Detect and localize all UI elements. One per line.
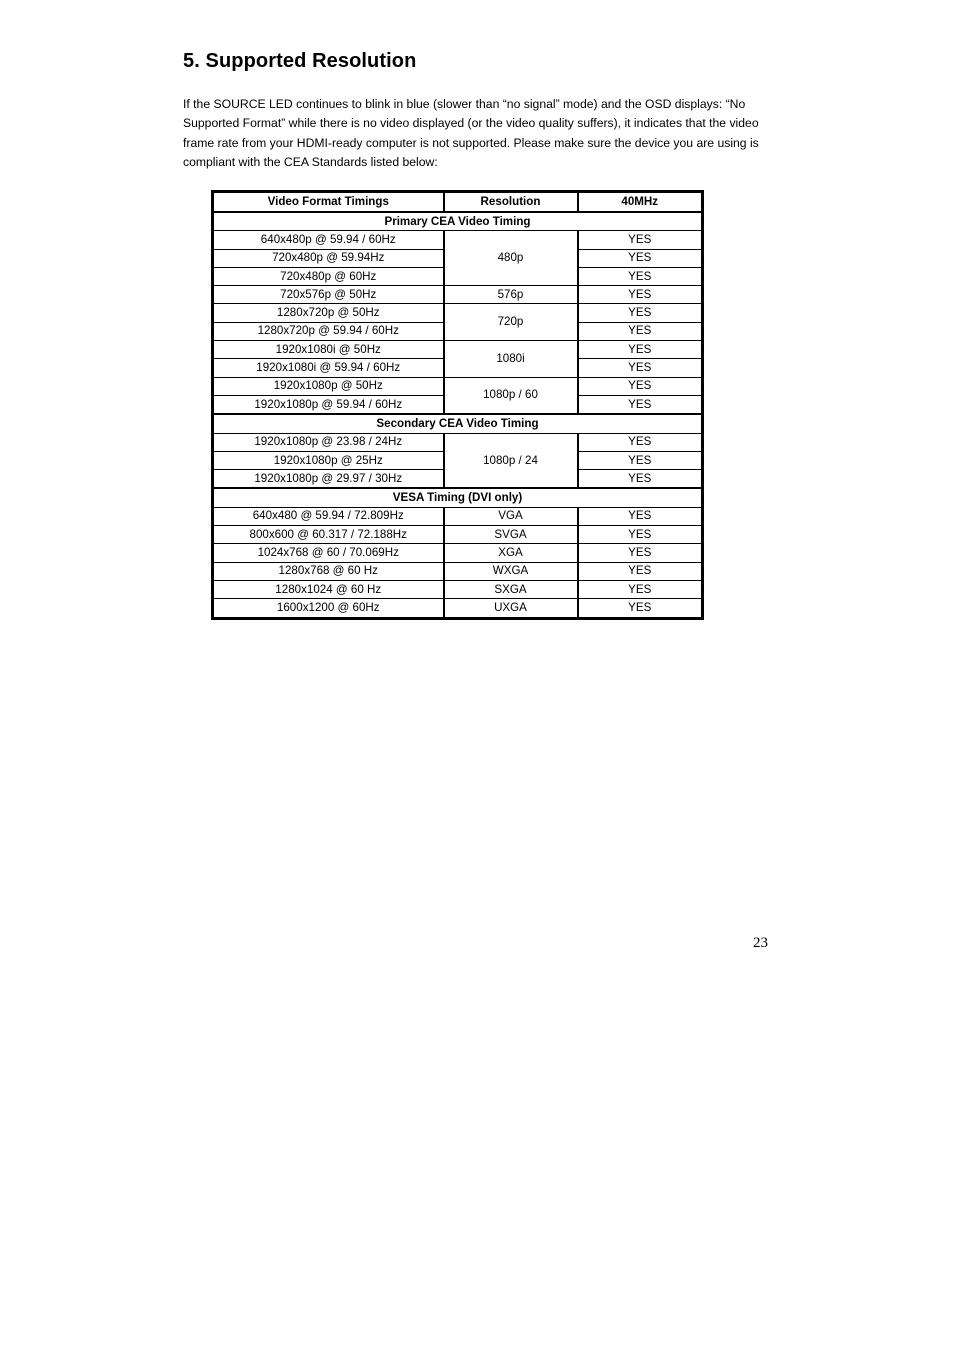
timing-cell: 720x480p @ 59.94Hz: [214, 249, 444, 267]
timing-cell: 640x480 @ 59.94 / 72.809Hz: [214, 507, 444, 525]
support-cell: YES: [578, 322, 702, 340]
timing-cell: 1280x768 @ 60 Hz: [214, 562, 444, 580]
support-cell: YES: [578, 599, 702, 617]
table-row: [214, 562, 702, 580]
support-cell: YES: [578, 304, 702, 322]
resolution-cell: UXGA: [444, 599, 578, 617]
support-cell: YES: [578, 451, 702, 469]
resolution-cell: SVGA: [444, 526, 578, 544]
table-row: [214, 286, 702, 304]
timing-cell: 1600x1200 @ 60Hz: [214, 599, 444, 617]
support-cell: YES: [578, 507, 702, 525]
resolution-cell: 480p: [444, 231, 578, 286]
timing-cell: 720x576p @ 50Hz: [214, 286, 444, 304]
table-row: [214, 341, 702, 359]
table-row: [214, 433, 702, 451]
timing-cell: 1920x1080p @ 23.98 / 24Hz: [214, 433, 444, 451]
support-cell: YES: [578, 286, 702, 304]
header-video-format-timings: Video Format Timings: [214, 193, 444, 213]
support-cell: YES: [578, 359, 702, 377]
resolution-cell: XGA: [444, 544, 578, 562]
table-row: [214, 580, 702, 598]
section-row: [214, 212, 702, 231]
intro-paragraph: If the SOURCE LED continues to blink in blue (slower than “no signal” mode) and the OSD displays: “No Supported Format” while there is no video displayed (or the video quality suffers), it indicates that the video frame rate from your HDMI-ready computer is not supported. Please make sure the device you are using is compliant with the CEA Standards listed below:: [183, 97, 759, 170]
timing-cell: 1280x1024 @ 60 Hz: [214, 580, 444, 598]
table-row: [214, 377, 702, 395]
support-cell: YES: [578, 544, 702, 562]
section-title: Secondary CEA Video Timing: [214, 414, 702, 433]
resolution-cell: 1080i: [444, 341, 578, 378]
timing-cell: 1280x720p @ 59.94 / 60Hz: [214, 322, 444, 340]
support-cell: YES: [578, 377, 702, 395]
support-cell: YES: [578, 231, 702, 249]
timing-cell: 1920x1080p @ 50Hz: [214, 377, 444, 395]
table-row: [214, 544, 702, 562]
page-number: 23: [753, 935, 768, 951]
page-title: 5. Supported Resolution: [183, 50, 417, 72]
resolution-cell: 720p: [444, 304, 578, 341]
support-cell: YES: [578, 562, 702, 580]
timing-cell: 1920x1080p @ 25Hz: [214, 451, 444, 469]
timing-cell: 1920x1080p @ 59.94 / 60Hz: [214, 395, 444, 414]
resolution-cell: 576p: [444, 286, 578, 304]
section-row: [214, 414, 702, 433]
timing-cell: 1920x1080p @ 29.97 / 30Hz: [214, 470, 444, 489]
timing-cell: 800x600 @ 60.317 / 72.188Hz: [214, 526, 444, 544]
support-cell: YES: [578, 341, 702, 359]
resolution-cell: WXGA: [444, 562, 578, 580]
supported-resolution-table: [211, 190, 704, 620]
resolution-cell: 1080p / 24: [444, 433, 578, 488]
support-cell: YES: [578, 470, 702, 489]
section-title: Primary CEA Video Timing: [214, 212, 702, 231]
support-cell: YES: [578, 267, 702, 285]
section-title: VESA Timing (DVI only): [214, 488, 702, 507]
table-row: [214, 526, 702, 544]
table-row: [214, 231, 702, 249]
resolution-cell: 1080p / 60: [444, 377, 578, 414]
table-row: [214, 507, 702, 525]
section-row: [214, 488, 702, 507]
support-cell: YES: [578, 249, 702, 267]
support-cell: YES: [578, 580, 702, 598]
table-row: [214, 304, 702, 322]
timing-cell: 720x480p @ 60Hz: [214, 267, 444, 285]
timing-cell: 1024x768 @ 60 / 70.069Hz: [214, 544, 444, 562]
support-cell: YES: [578, 395, 702, 414]
table-body: [214, 212, 702, 617]
support-cell: YES: [578, 433, 702, 451]
support-cell: YES: [578, 526, 702, 544]
header-40mhz: 40MHz: [578, 193, 702, 213]
resolution-cell: VGA: [444, 507, 578, 525]
timing-cell: 1920x1080i @ 59.94 / 60Hz: [214, 359, 444, 377]
resolution-cell: SXGA: [444, 580, 578, 598]
header-resolution: Resolution: [444, 193, 578, 213]
table-row: [214, 599, 702, 617]
timing-cell: 1920x1080i @ 50Hz: [214, 341, 444, 359]
timing-cell: 1280x720p @ 50Hz: [214, 304, 444, 322]
table-header-row: [214, 193, 702, 213]
timing-cell: 640x480p @ 59.94 / 60Hz: [214, 231, 444, 249]
